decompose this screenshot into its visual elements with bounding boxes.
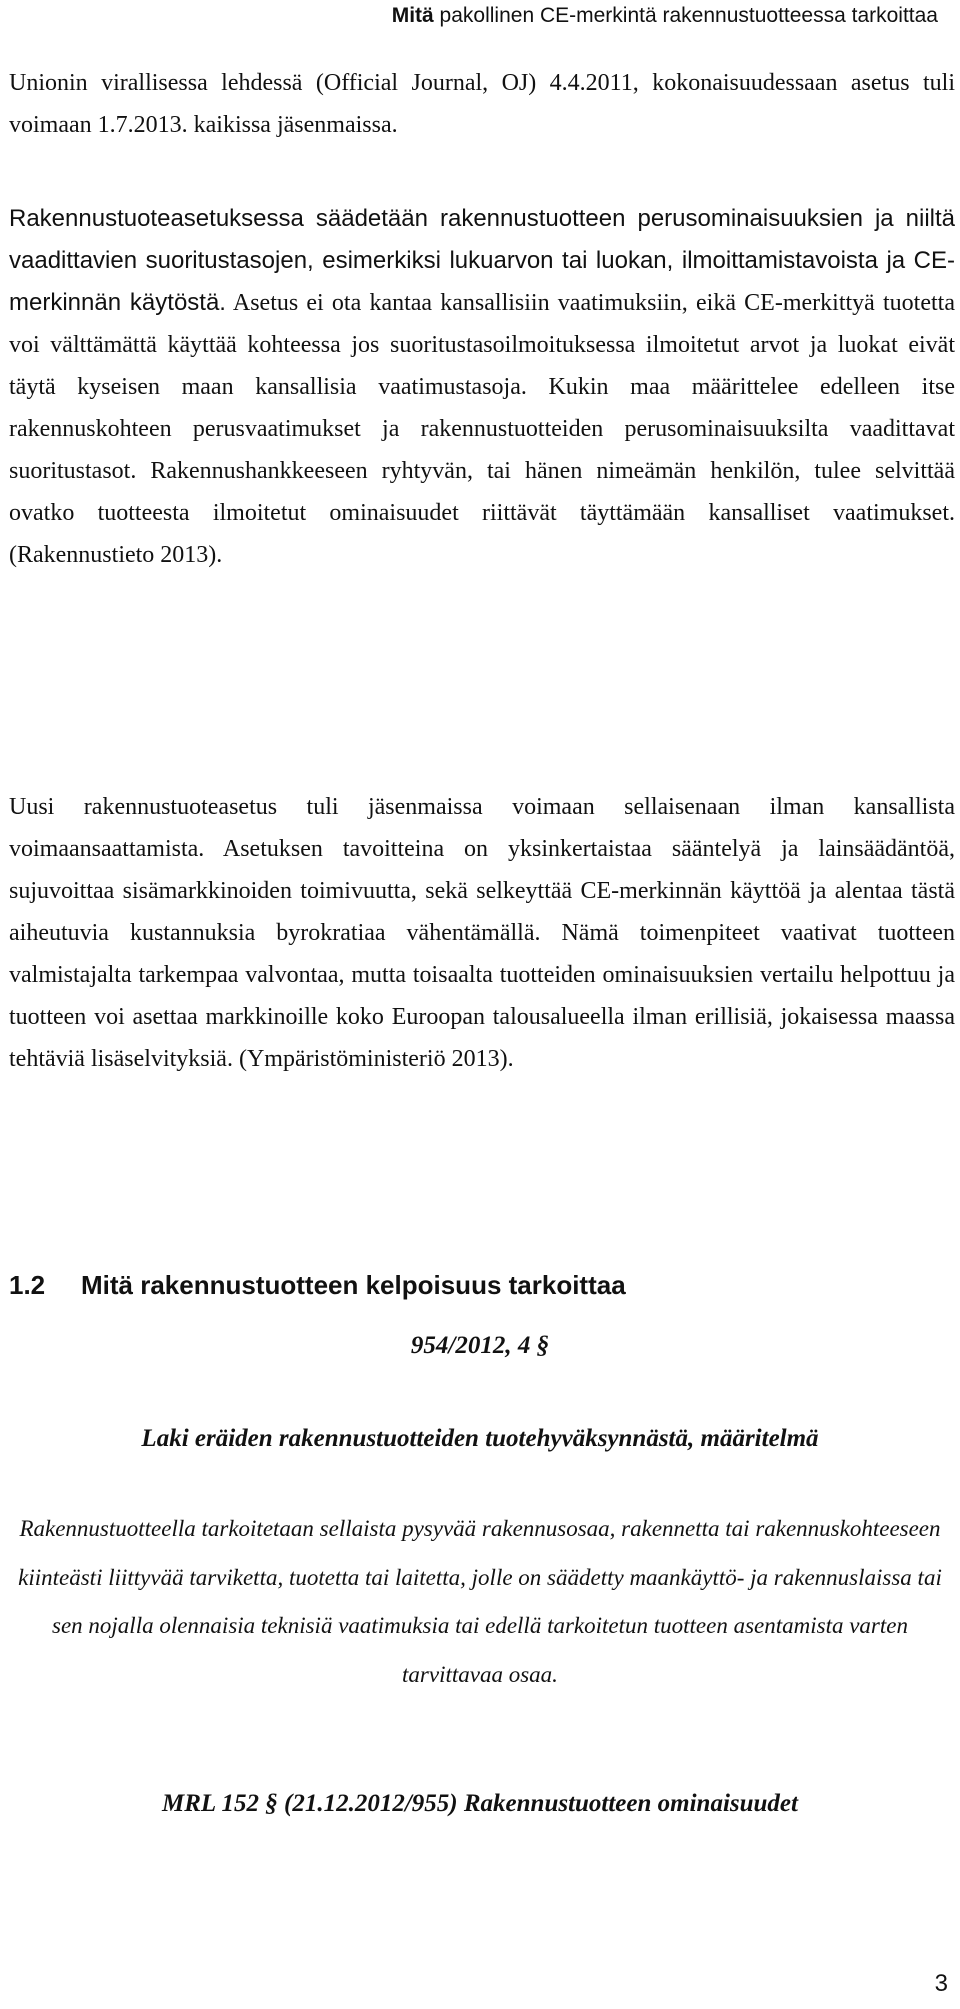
definition-quote: Rakennustuotteella tarkoitetaan sellaista pysyvää rakennusosaa, rakennetta tai rakennuskohteeseen kiinteästi liittyvää tarviketta, tuotetta tai laitetta, jolle on säädetty maankäyttö- ja rakennuslaissa tai sen nojalla olennaisia teknisiä vaatimuksia tai edellä tarkoitetun tuotteen asentamista varten tarvittavaa osaa.: [18, 1516, 942, 1687]
section-number: 1.2: [9, 1270, 46, 1300]
running-header: [392, 4, 938, 28]
law-reference: 954/2012, 4 §: [410, 1332, 550, 1359]
paragraph-regulation-scope-lead: Rakennustuoteasetuksessa säädetään rakennustuotteen perusominaisuuksien ja niiltä vaadittavien suoritustasojen, esimerkiksi lukuarvon tai luokan, ilmoittamistavoista ja CE-merkinnän käytöstä.: [9, 205, 955, 316]
paragraph-official-journal: Unionin virallisessa lehdessä (Official Journal, OJ) 4.4.2011, kokonaisuudessaan asetus tuli voimaan 1.7.2013. kaikissa jäsenmaissa.: [9, 70, 955, 138]
page-number: 3: [934, 1970, 948, 1997]
header-rest: pakollinen CE-merkintä rakennustuotteessa tarkoittaa: [433, 4, 938, 27]
header-prefix: Mitä: [391, 4, 434, 27]
section-heading: [9, 1270, 626, 1301]
mrl-reference: MRL 152 § (21.12.2012/955) Rakennustuotteen ominaisuudet: [162, 1790, 798, 1817]
paragraph-regulation-scope: [9, 198, 955, 576]
paragraph-regulation-goals: Uusi rakennustuoteasetus tuli jäsenmaissa voimaan sellaisenaan ilman kansallista voimaansaattamista. Asetuksen tavoitteina on yksinkertaistaa sääntelyä ja lainsäädäntöä, sujuvoittaa sisämarkkinoiden toimivuutta, sekä selkeyttää CE-merkinnän käyttöä ja alentaa tästä aiheutuvia kustannuksia byrokratiaa vähentämällä. Nämä toimenpiteet vaativat tuotteen valmistajalta tarkempaa valvontaa, mutta toisaalta tuotteiden ominaisuuksien vertailu helpottuu ja tuotteen voi asettaa markkinoille koko Euroopan talousalueella ilman erillisiä, jokaisessa maassa tehtäviä lisäselvityksiä. (Ympäristöministeriö 2013).: [9, 794, 955, 1072]
law-title: Laki eräiden rakennustuotteiden tuotehyväksynnästä, määritelmä: [141, 1425, 819, 1452]
section-title: Mitä rakennustuotteen kelpoisuus tarkoittaa: [81, 1270, 626, 1300]
paragraph-regulation-scope-body: Asetus ei ota kantaa kansallisiin vaatimuksiin, eikä CE-merkittyä tuotetta voi välttämättä käyttää kohteessa jos suoritustasoilmoituksessa ilmoitetut arvot ja luokat eivät täytä kyseisen maan kansallisia vaatimustasoja. Kukin maa määrittelee edelleen itse rakennuskohteen perusvaatimukset ja rakennustuotteiden perusominaisuuksilta vaadittavat suoritustasot. Rakennushankkeeseen ryhtyvän, tai hänen nimeämän henkilön, tulee selvittää ovatko tuotteesta ilmoitetut ominaisuudet riittävät täyttämään kansalliset vaatimukset. (Rakennustieto 2013).: [9, 290, 955, 568]
